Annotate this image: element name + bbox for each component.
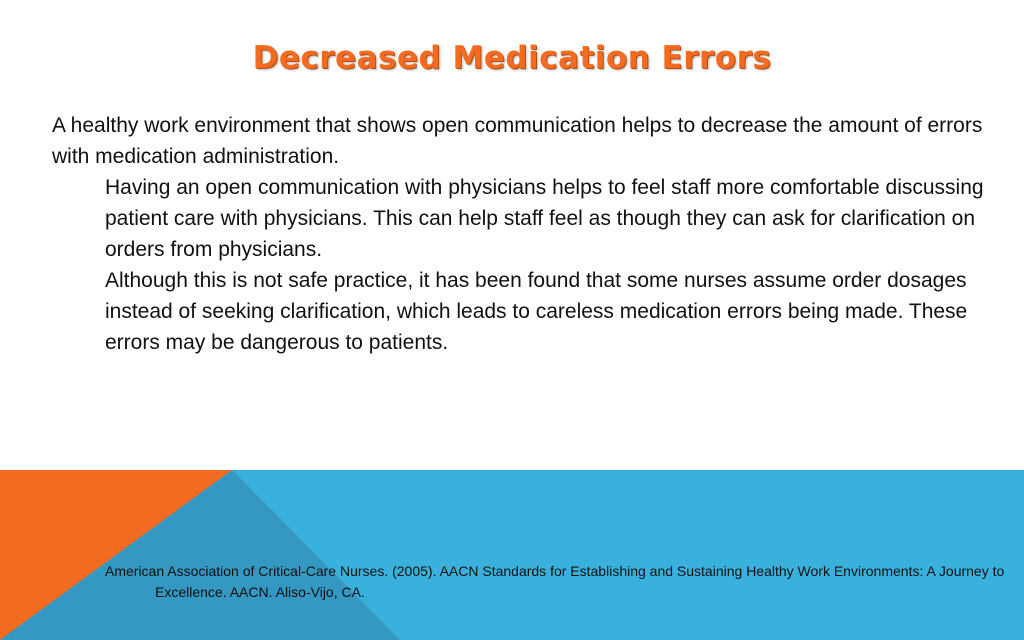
paragraph-safety: Although this is not safe practice, it has been found that some nurses assume order dosages instead of seeking clarification, which leads to careless medication errors being made. These errors may be dangerous to patients. xyxy=(105,269,968,354)
slide-body xyxy=(52,110,1002,358)
footer-band xyxy=(0,470,1024,640)
slide-title: Decreased Medication Errors xyxy=(252,40,772,76)
paragraph-communication: Having an open communication with physicians helps to feel staff more comfortable discussing patient care with physicians. This can help staff feel as though they can ask for clarification on orders from physicians. xyxy=(105,176,984,261)
footer-decoration xyxy=(0,470,1024,640)
citation-text: American Association of Critical-Care Nurses. (2005). AACN Standards for Establishing and Sustaining Healthy Work Environments: A Journey to Excellence. AACN. Aliso-Vijo, CA. xyxy=(105,563,1005,600)
paragraph-intro: A healthy work environment that shows open communication helps to decrease the amount of errors with medication administration. xyxy=(52,114,983,168)
